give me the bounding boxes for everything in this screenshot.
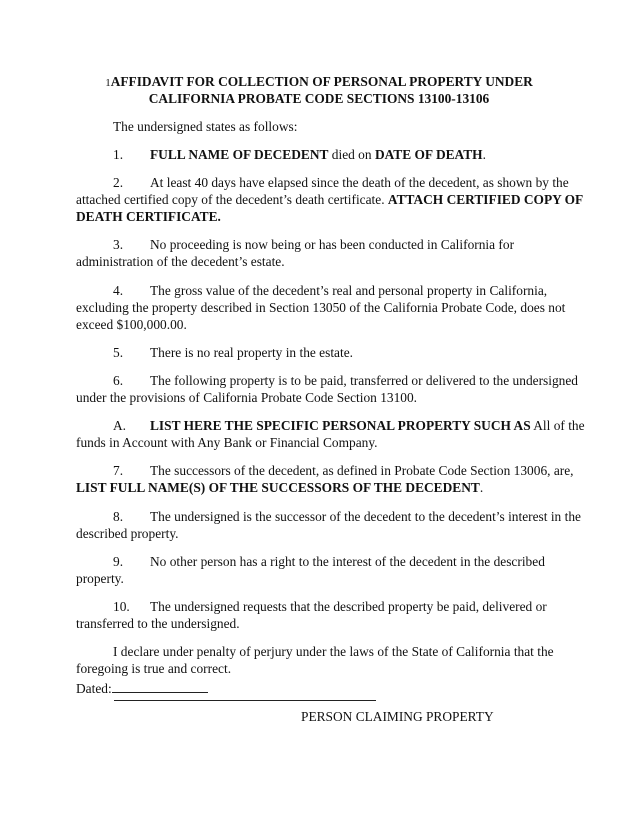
paragraph-text: The undersigned is the successor of the decedent to the decedent’s interest in the [150,509,581,524]
paragraph-text: No other person has a right to the interest of the decedent in the described [150,554,545,569]
paragraph-6-line-1 [76,372,578,390]
paragraph-number: 1. [113,147,124,162]
successors-placeholder: LIST FULL NAME(S) OF THE SUCCESSORS OF THE DECEDENT [76,480,480,495]
property-list-placeholder: LIST HERE THE SPECIFIC PERSONAL PROPERTY SUCH AS [150,418,531,433]
paragraph-number: 2. [113,175,124,190]
paragraph-text: died on [328,147,375,162]
paragraph-text: The successors of the decedent, as defined in Probate Code Section 13006, are, [150,463,574,478]
date-of-death-placeholder: DATE OF DEATH [374,147,483,162]
paragraph-4-line-3: exceed $100,000.00. [76,317,187,332]
declaration-line-1 [76,643,564,661]
paragraph-text: The gross value of the decedent’s real and personal property in California, [150,283,548,298]
footnote-mark: 1 [105,77,111,89]
paragraph-2-line-1 [76,174,569,192]
paragraph-9-line-2: property. [76,571,124,586]
paragraph-text: . [482,147,486,162]
paragraph-a-line-1 [76,417,585,435]
paragraph-number: 9. [113,554,124,569]
paragraph-text: attached certified copy of the decedent’s death certificate. [76,192,388,207]
decedent-name-placeholder: FULL NAME OF DECEDENT [150,147,329,162]
paragraph-4-line-2: excluding the property described in Section 13050 of the California Probate Code, does not [76,300,566,315]
paragraph-text: The following property is to be paid, transferred or delivered to the undersigned [150,373,578,388]
paragraph-7-line-2 [76,479,564,497]
paragraph-3-line-1 [76,236,564,254]
paragraph-5 [76,344,564,362]
paragraph-4-line-1 [76,282,564,300]
intro-statement [76,118,564,136]
paragraph-text: No proceeding is now being or has been conducted in California for [150,237,515,252]
intro-text: The undersigned states as follows: [113,119,298,134]
paragraph-number: 5. [113,345,124,360]
dated-label: Dated: [76,681,112,696]
date-blank-line[interactable] [112,680,208,693]
paragraph-number: 4. [113,283,124,298]
paragraph-number: 7. [113,463,124,478]
paragraph-a-line-2: funds in Account with Any Bank or Financial Company. [76,435,378,450]
paragraph-2-line-3 [76,208,564,226]
paragraph-7-line-1 [76,462,574,480]
paragraph-1 [76,146,564,164]
paragraph-2-line-2 [76,191,584,209]
paragraph-3-line-2: administration of the decedent’s estate. [76,254,285,269]
paragraph-6-line-2: under the provisions of California Probate Code Section 13100. [76,390,418,405]
paragraph-10-line-1 [76,598,564,616]
paragraph-number: A. [113,418,127,433]
paragraph-text: The undersigned requests that the described property be paid, delivered or [150,599,547,614]
paragraph-number: 10. [113,599,130,614]
paragraph-number: 8. [113,509,124,524]
title-text-1: AFFIDAVIT FOR COLLECTION OF PERSONAL PROPERTY UNDER [110,74,533,89]
attach-certificate-instruction: ATTACH CERTIFIED COPY OF [387,192,584,207]
dated-field [76,680,208,698]
paragraph-8-line-1 [76,508,581,526]
paragraph-text: There is no real property in the estate. [150,345,354,360]
paragraph-9-line-1 [76,553,564,571]
declaration-text: I declare under penalty of perjury under the laws of the State of California that the [113,644,554,659]
paragraph-number: 6. [113,373,124,388]
attach-certificate-instruction-end: DEATH CERTIFICATE. [76,209,221,224]
paragraph-text: . [479,480,484,495]
paragraph-10-line-2: transferred to the undersigned. [76,616,240,631]
declaration-line-2: foregoing is true and correct. [76,661,232,676]
paragraph-text: At least 40 days have elapsed since the death of the decedent, as shown by the [150,175,569,190]
document-title-line-2: CALIFORNIA PROBATE CODE SECTIONS 13100-13106 [148,91,490,106]
paragraph-text: All of the [530,418,585,433]
paragraph-number: 3. [113,237,124,252]
paragraph-8-line-2: described property. [76,526,179,541]
signature-line[interactable] [114,700,376,701]
signature-caption: PERSON CLAIMING PROPERTY [301,709,494,724]
